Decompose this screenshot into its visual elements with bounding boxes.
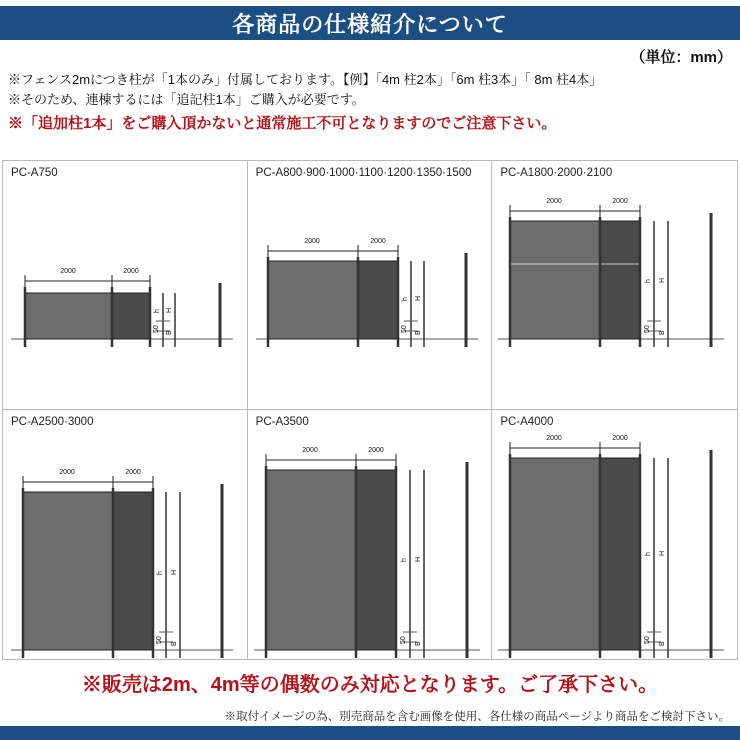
svg-text:B: B [171,641,178,646]
svg-text:2000: 2000 [367,447,384,454]
spec-cell-pc-a750 [3,161,248,410]
unit-label: （単位：mm） [630,49,732,66]
spec-cell-pc-a1800-2100 [492,161,737,410]
svg-text:B: B [166,330,173,335]
svg-text:h: h [645,279,653,283]
footer-strip [0,726,740,740]
fence-drawing-pc-a4000 [492,410,737,659]
svg-text:H: H [414,295,422,301]
svg-text:50: 50 [644,636,652,644]
page-title: 各商品の仕様紹介について [232,11,508,37]
footer-subnotice: ※取付イメージの為、別売商品を含む画像を使用、各仕様の商品ページより商品をご検討下さい。 [224,711,730,723]
svg-text:h: h [401,297,409,301]
svg-text:H: H [659,550,667,556]
svg-text:H: H [414,556,422,562]
svg-text:H: H [171,569,178,575]
spec-cell-label: PC-A750 [11,167,58,179]
spec-cell-label: PC-A4000 [500,416,554,428]
svg-text:H: H [659,277,667,283]
svg-text:h: h [645,552,653,556]
spec-cell-pc-a4000 [492,410,737,659]
spec-cell-pc-a800-1500 [248,161,493,410]
note-line-3-warning: ※「追加柱1本」をご購入頂かないと通常施工不可となりますのでご注意下さい。 [8,115,557,133]
svg-text:h: h [157,571,164,575]
fence-drawing-pc-a800-1500 [248,161,492,409]
svg-text:2000: 2000 [369,238,386,245]
svg-text:50: 50 [399,636,407,644]
svg-text:2000: 2000 [612,198,629,205]
fence-drawing-pc-a1800-2100 [492,161,737,409]
svg-text:2000: 2000 [546,435,563,442]
fence-drawing-pc-a2500-3000 [3,410,247,659]
spec-cell-pc-a3500 [248,410,493,659]
svg-text:B: B [414,330,422,335]
svg-text:B: B [659,330,667,335]
spec-cell-label: PC-A2500·3000 [11,416,94,428]
svg-text:2000: 2000 [123,268,139,275]
svg-text:2000: 2000 [60,268,76,275]
spec-cell-label: PC-A1800·2000·2100 [500,167,613,179]
spec-cell-pc-a2500-3000 [3,410,248,659]
footer-notice: ※販売は2m、4m等の偶数のみ対応となります。ご了承下さい。 [81,674,659,696]
svg-text:2000: 2000 [301,447,318,454]
svg-text:2000: 2000 [59,469,75,476]
svg-text:H: H [166,307,173,313]
spec-cell-label: PC-A3500 [255,416,309,428]
note-line-2: ※そのため、連棟するには「追記柱1本」ご購入が必要です。 [8,92,365,108]
svg-text:B: B [659,641,667,646]
spec-cell-label: PC-A800·900·1000·1100·1200·1350·1500 [255,167,472,179]
header [0,0,740,44]
fence-drawing-pc-a3500 [248,410,492,659]
svg-text:h: h [400,558,408,562]
svg-text:B: B [414,641,422,646]
notes-block [8,70,732,136]
svg-text:h: h [154,309,161,313]
svg-text:2000: 2000 [125,469,141,476]
svg-text:2000: 2000 [546,198,563,205]
svg-text:50: 50 [156,636,163,644]
svg-text:2000: 2000 [612,435,629,442]
note-line-1: ※フェンス2mにつき柱が「1本のみ」付属しております。【例】「4m 柱2本」「6m 柱3本」「 8m 柱4本」 [8,72,603,87]
svg-text:50: 50 [153,325,160,333]
svg-text:2000: 2000 [303,238,320,245]
fence-drawing-pc-a750 [3,161,247,409]
spec-panel-grid [2,160,738,660]
svg-text:50: 50 [400,325,408,333]
svg-text:50: 50 [644,325,652,333]
